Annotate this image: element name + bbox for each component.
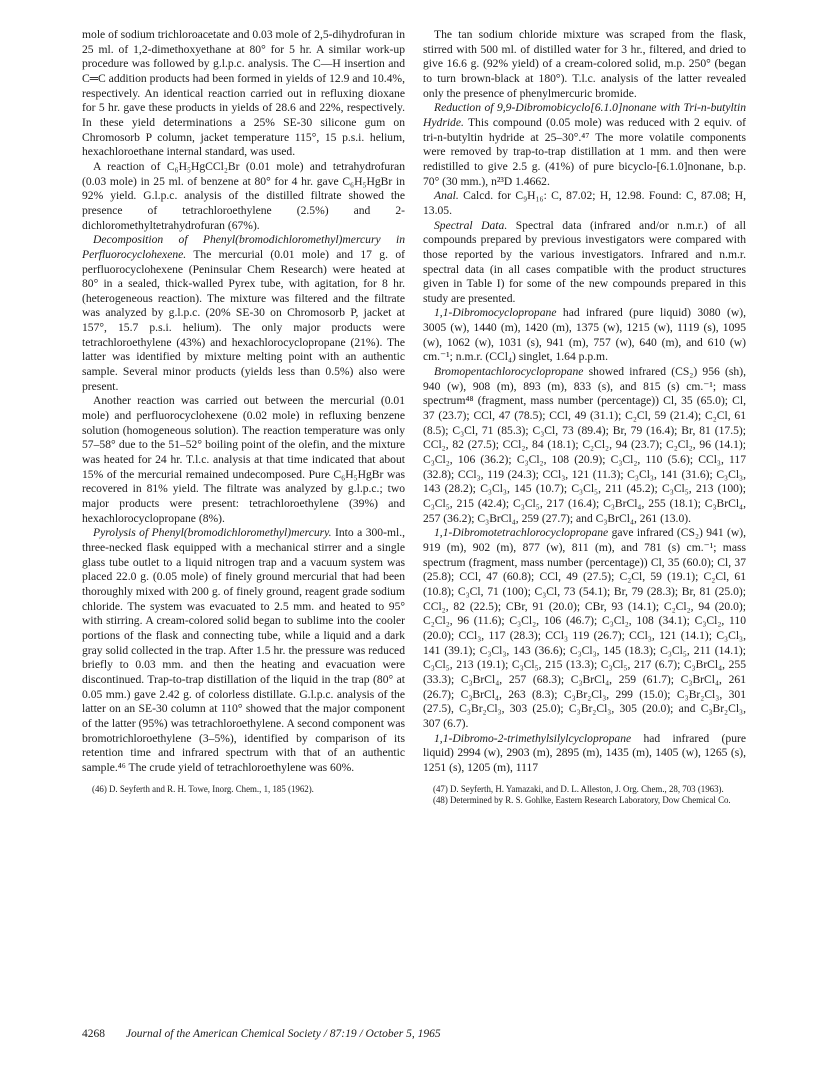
paragraph-text: showed infrared (CS₂) 956 (sh), 940 (w), 908 (m), 893 (m), 833 (s), and 815 (s) cm.⁻¹; mass spectrum⁴⁸ (fragment, mass number (percentage)) Cl, 35 (65.0); Cl, 37 (23.7); CCl, 47 (78.5); CCl, 49 (31.1); C₂Cl, 59 (21.4); C₂Cl, 61 (8.5); C₃Cl, 71 (85.3); C₃Cl, 73 (89.4); Br, 79 (16.4); Br, 81 (17.5); CCl₂, 82 (27.5); CCl₂, 84 (18.1); C₂Cl₂, 94 (23.7); C₂Cl₂, 96 (14.1); C₃Cl₂, 106 (36.2); C₃Cl₂, 108 (20.9); C₃Cl₂, 110 (5.6); CCl₃, 117 (32.8); CCl₃, 119 (24.3); CCl₃, 121 (11.3); C₃Cl₃, 141 (31.6); C₃Cl₃, 143 (28.2); C₃Cl₃, 145 (10.7); C₃Cl₅, 211 (45.2); C₃Cl₅, 213 (100); C₃Cl₅, 215 (42.4); C₃Cl₅, 217 (16.4); C₃BrCl₄, 255 (18.1); C₃BrCl₄, 257 (36.2); C₃BrCl₄, 259 (27.7); and C₃BrCl₄, 261 (13.0). xyxy=(423,365,746,525)
right-footnotes xyxy=(423,784,746,806)
paragraph-text: gave infrared (CS₂) 941 (w), 919 (m), 902 (m), 877 (w), 811 (m), and 781 (s) cm.⁻¹; mass spectrum (fragment, mass number (percentage)) Cl, 35 (60.0); Cl, 37 (25.8); CCl, 47 (60.8); CCl, 49 (27.5); C₂Cl, 59 (19.1); C₂Cl, 61 (10.8); C₃Cl, 71 (100); C₃Cl, 73 (54.1); Br, 79 (28.3); Br, 81 (25.0); CCl₂, 82 (22.5); CBr, 91 (20.0); CBr, 93 (14.1); C₂Cl₂, 94 (20.0); C₂Cl₂, 96 (11.6); C₃Cl₂, 106 (46.7); C₃Cl₂, 108 (34.1); C₃Cl₂, 110 (20.0); CCl₃, 117 (28.3); CCl₃ 119 (26.7); CCl₃, 121 (14.1); C₃Cl₃, 141 (39.1); C₃Cl₃, 143 (36.6); C₃Cl₃, 145 (18.3); C₃Cl₅, 211 (14.1); C₃Cl₅, 213 (19.1); C₃Cl₅, 215 (13.3); C₃Cl₅, 217 (6.7); C₃BrCl₄, 255 (33.3); C₃BrCl₄, 257 (68.3); C₃BrCl₄, 259 (61.7); C₃BrCl₄, 261 (26.7); C₃BrCl₄, 263 (8.3); C₃Br₂Cl₃, 299 (15.0); C₃Br₂Cl₃, 301 (27.5), C₃Br₂Cl₃, 303 (25.0); C₃Br₂Cl₃, 305 (20.0); and C₃Br₂Cl₃, 307 (6.7). xyxy=(423,526,746,730)
paragraph-heading: Anal. xyxy=(434,189,459,203)
paragraph-heading: 1,1-Dibromocyclopropane xyxy=(434,306,557,320)
paragraph xyxy=(423,732,746,776)
left-footnotes xyxy=(82,784,405,795)
paragraph xyxy=(82,28,405,160)
left-column-body xyxy=(82,28,405,775)
paragraph xyxy=(82,233,405,394)
paragraph-text: The tan sodium chloride mixture was scraped from the flask, stirred with 500 ml. of distilled water for 3 hr., filtered, and dried to give 16.6 g. (92% yield) of a cream-colored solid, m.p. 250° (began to turn brown-black at 180°). T.l.c. analysis of the latter revealed only the presence of phenylmercuric bromide. xyxy=(423,28,746,100)
paragraph-text: mole of sodium trichloroacetate and 0.03 mole of 2,5-dihydrofuran in 25 ml. of 1,2-dimethoxyethane at 80° for 5 hr. A similar work-up procedure was followed by g.l.p.c. analysis. The C—H insertion and C═C addition products had been formed in yields of 12.9 and 10.4%, respectively. An identical reaction carried out in refluxing dioxane for 5 hr. gave these products in yields of 28.6 and 22%, respectively. In these yield determinations a 25% SE-30 silicone gum on Chromosorb P column, jacket temperature 115°, 15 p.s.i. helium, hexachloroethane internal standard, was used. xyxy=(82,28,405,159)
right-column xyxy=(423,28,746,806)
paragraph-heading: 1,1-Dibromotetrachlorocyclopropane xyxy=(434,526,609,540)
right-column-body xyxy=(423,28,746,775)
paragraph-heading: Bromopentachlorocyclopropane xyxy=(434,365,584,379)
paragraph-heading: Reduction of 9,9-Dibromobicyclo[6.1.0]nonane with Tri-n-butyltin Hydride. xyxy=(423,101,746,129)
paragraph-text: Calcd. for C₉H₁₆: C, 87.02; H, 12.98. Found: C, 87.08; H, 13.05. xyxy=(423,189,746,217)
paragraph-text: The mercurial (0.01 mole) and 17 g. of perfluorocyclohexene (Peninsular Chem Research) were heated at 80° in a sealed, thick-walled Pyrex tube, with agitation, for 8 hr. (heterogeneous reaction). The mixture was filtered and the filtrate was analyzed by g.l.p.c. (20% SE-30 on Chromosorb P, jacket at 157°, 15.7 p.s.i. helium). The only major products were tetrachloroethylene (43%) and hexachlorocyclopropane (21%). The latter was identified by mixture melting point with an authentic sample. Several minor products (yields less than 0.5%) also were present. xyxy=(82,247,405,393)
paragraph xyxy=(423,189,746,218)
left-column xyxy=(82,28,405,795)
paragraph-text: had infrared (pure liquid) 3080 (w), 3005 (w), 1440 (m), 1420 (m), 1375 (w), 1215 (w), 1119 (s), 1095 (w), 1062 (w), 1031 (s), 941 (m), 757 (w), 640 (m), and 610 (w) cm.⁻¹; n.m.r. (CCl₄) singlet, 1.64 p.p.m. xyxy=(423,306,746,364)
paragraph xyxy=(82,160,405,233)
paragraph-heading: Pyrolysis of Phenyl(bromodichloromethyl)mercury. xyxy=(93,526,332,540)
paragraph xyxy=(423,219,746,307)
paragraph-heading: 1,1-Dibromo-2-trimethylsilylcyclopropane xyxy=(434,731,632,745)
paragraph-text: had infrared (pure liquid) 2994 (w), 2903 (m), 2895 (m), 1435 (m), 1405 (w), 1265 (s), 1251 (s), 1205 (m), 1117 xyxy=(423,731,746,774)
paragraph-text: This compound (0.05 mole) was reduced with 2 equiv. of tri-n-butyltin hydride at 25–30°.⁴⁷ The more volatile components were removed by trap-to-trap distillation at 1 mm. and then were redistilled to give 2.5 g. (41%) of pure bicyclo-[6.1.0]nonane, b.p. 70° (30 mm.), n²³D 1.4662. xyxy=(423,115,746,188)
paragraph xyxy=(423,365,746,526)
journal-citation: Journal of the American Chemical Society / 87:19 / October 5, 1965 xyxy=(125,1028,441,1040)
paragraph xyxy=(423,101,746,189)
paragraph-text: Another reaction was carried out between the mercurial (0.01 mole) and perfluorocyclohexene (0.02 mole) in refluxing benzene solution (homogeneous solution). The reaction temperature was only 57–58° due to the 51–52° boiling point of the olefin, and the mixture was heated for 24 hr. T.l.c. analysis at that time indicated that about 15% of the mercurial remained undecomposed. Pure C₆H₅HgBr was recovered in 81% yield. The filtrate was analyzed by g.l.p.c.; two major products were present: tetrachloroethylene (39%) and hexachlorocyclopropane (8%). xyxy=(82,394,405,525)
paragraph xyxy=(82,394,405,526)
paragraph-text: Into a 300-ml., three-necked flask equipped with a mechanical stirrer and a single glass tube outlet to a liquid nitrogen trap and a vacuum system was placed 22.0 g. (0.05 mole) of finely ground mercurial that had been thoroughly mixed with 200 g. of finely ground, reagent grade sodium chloride. The system was evacuated to 2.5 mm. and heated to 95° with stirring. A cream-colored solid began to sublime into the cooler portions of the flask and connecting tube, while a liquid and a dark gray solid collected in the trap. After 1.5 hr. the pressure was reduced briefly to 0.03 mm. and then the heating and evacuation were discontinued. Trap-to-trap distillation of the liquid in the trap (80° at 0.05 mm.) gave 2.42 g. of colorless distillate. G.l.p.c. analysis of the latter on an SE-30 column at 110° showed that the major component of the latter (95%) was tetrachloroethylene. A second component was bromotrichloroethylene (3–5%), identified by comparison of its retention time and infrared spectrum with that of an authentic sample.⁴⁶ The crude yield of tetrachloroethylene was 60%. xyxy=(82,526,405,774)
paragraph-heading: Spectral Data. xyxy=(434,218,508,232)
paragraph xyxy=(423,28,746,101)
paragraph-heading: Decomposition of Phenyl(bromodichloromethyl)mercury in Perfluorocyclohexene. xyxy=(82,233,405,261)
paragraph-text: A reaction of C₆H₅HgCCl₂Br (0.01 mole) and tetrahydrofuran (0.03 mole) in 25 ml. of benzene at 80° for 4 hr. gave C₆H₅HgBr in 92% yield. G.l.p.c. analysis of the distilled filtrate showed the presence of tetrachloroethylene (2.5%) and 2-dichloromethyltetrahydrofuran (67%). xyxy=(82,159,405,232)
footnote: (47) D. Seyferth, H. Yamazaki, and D. L. Alleston, J. Org. Chem., 28, 703 (1963). xyxy=(433,784,724,795)
paragraph xyxy=(423,526,746,731)
paragraph xyxy=(82,526,405,775)
footnote: (48) Determined by R. S. Gohlke, Eastern Research Laboratory, Dow Chemical Co. xyxy=(433,795,731,806)
page-footer xyxy=(82,1028,441,1040)
paragraph xyxy=(423,306,746,365)
paragraph-text: Spectral data (infrared and/or n.m.r.) of all compounds prepared by previous investigators were compared with those reported by the various investigators. Infrared and n.m.r. spectral data (in all cases compatible with the product structures given in Table I) for some of the new compounds prepared in this study are presented. xyxy=(423,218,746,305)
page-number: 4268 xyxy=(82,1028,105,1040)
footnote: (46) D. Seyferth and R. H. Towe, Inorg. Chem., 1, 185 (1962). xyxy=(92,784,314,795)
